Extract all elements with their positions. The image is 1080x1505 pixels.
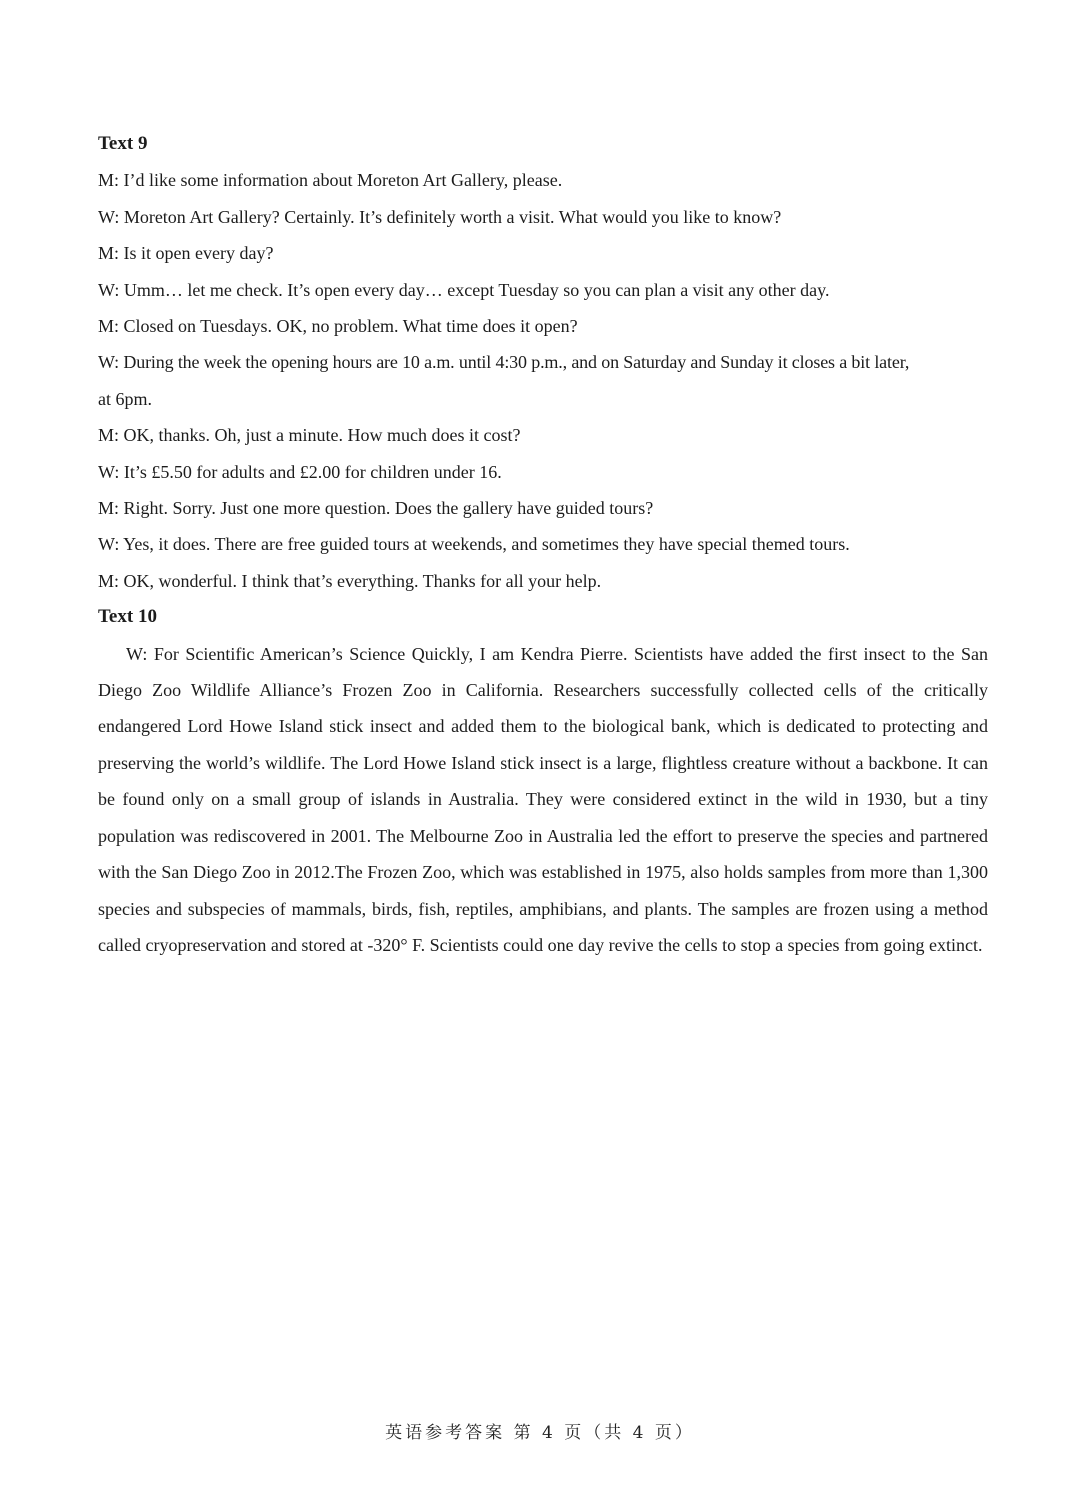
dialogue-line: M: OK, thanks. Oh, just a minute. How much does it cost? (98, 425, 521, 446)
dialogue-line: W: It’s £5.50 for adults and £2.00 for children under 16. (98, 461, 502, 482)
text10-paragraph: W: For Scientific American’s Science Quickly, I am Kendra Pierre. Scientists have added the first insect to the San Diego Zoo Wildlife Alliance’s Frozen Zoo in California. Researchers successfully collected cells of the critically endangered Lord Howe Island stick insect and added them to the biological bank, which is dedicated to protecting and preserving the world’s wildlife. The Lord Howe Island stick insect is a large, flightless creature without a backbone. It can be found only on a small group of islands in Australia. They were considered extinct in the wild in 1930, but a tiny population was rediscovered in 2001. The Melbourne Zoo in Australia led the effort to preserve the species and partnered with the San Diego Zoo in 2012.The Frozen Zoo, which was established in 1975, also holds samples from more than 1,300 species and subspecies of mammals, birds, fish, reptiles, amphibians, and plants. The samples are frozen using a method called cryopreservation and stored at -320° F. Scientists could one day revive the cells to stop a species from going extinct. (98, 643, 988, 955)
page-footer: 英语参考答案 第 4 页（共 4 页） (385, 1423, 695, 1443)
dialogue-line: M: OK, wonderful. I think that’s everything. Thanks for all your help. (98, 570, 602, 591)
dialogue-line: M: Closed on Tuesdays. OK, no problem. What time does it open? (98, 316, 578, 337)
text9-heading: Text 9 (98, 133, 148, 154)
dialogue-line: M: I’d like some information about Moreton Art Gallery, please. (98, 170, 563, 191)
dialogue-line: M: Is it open every day? (98, 243, 274, 264)
dialogue-line: M: Right. Sorry. Just one more question. Does the gallery have guided tours? (98, 498, 654, 519)
dialogue-line: W: Umm… let me check. It’s open every day… except Tuesday so you can plan a visit any other day. (98, 279, 830, 300)
dialogue-line: W: During the week the opening hours are 10 a.m. until 4:30 p.m., and on Saturday and Sunday it closes a bit later, (98, 352, 910, 373)
dialogue-line: W: Yes, it does. There are free guided tours at weekends, and sometimes they have special themed tours. (98, 534, 850, 555)
dialogue-line: at 6pm. (98, 388, 152, 409)
document-page (98, 126, 988, 963)
dialogue-line: W: Moreton Art Gallery? Certainly. It’s definitely worth a visit. What would you like to know? (98, 206, 782, 227)
text10-heading: Text 10 (98, 606, 157, 628)
